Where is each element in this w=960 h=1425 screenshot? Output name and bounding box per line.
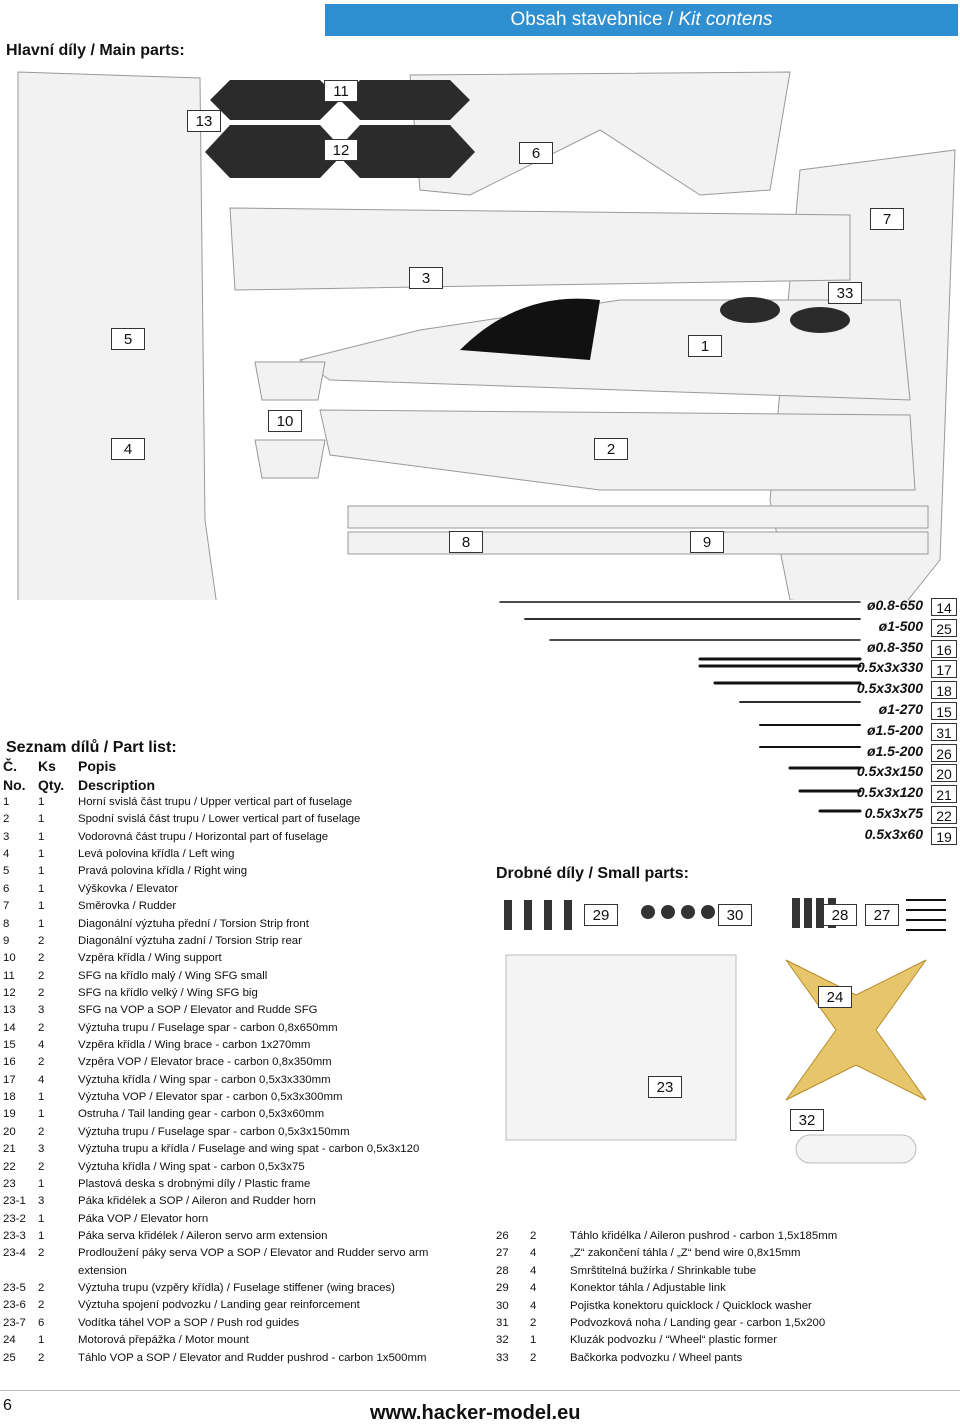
rod-spec: 0.5x3x75: [864, 805, 923, 821]
fuselage-horizontal-outline: [230, 208, 850, 290]
part-row-qty: 3: [38, 1004, 45, 1017]
rod-number: 21: [931, 785, 957, 803]
part-row-qty: 1: [38, 830, 45, 843]
part-row-desc: Výztuha spojení podvozku / Landing gear reinforcement: [78, 1299, 360, 1312]
part-row-no: 10: [3, 952, 16, 965]
rod-spec: 0.5x3x60: [864, 825, 923, 842]
wing-support-outline: [255, 362, 325, 400]
motor-mount: [786, 960, 926, 1100]
elevator-outline: [410, 72, 790, 195]
part-row-qty: 3: [38, 1195, 45, 1208]
page-number: 6: [3, 1397, 12, 1414]
torsion-strip-rear: [348, 532, 928, 554]
rod-spec: ø1-500: [878, 617, 923, 634]
part-row-desc: Vzpěra křídla / Wing brace - carbon 1x270mm: [78, 1039, 311, 1052]
small-part-row-qty: 4: [530, 1247, 537, 1260]
part-row-desc: Pravá polovina křídla / Right wing: [78, 865, 248, 878]
rod-number: 16: [931, 640, 957, 658]
part-label-11: 11: [324, 80, 358, 102]
part-label-12: 12: [324, 139, 358, 161]
part-row-desc: Páka křidélek a SOP / Aileron and Rudder horn: [78, 1195, 316, 1208]
part-row-desc: Směrovka / Rudder: [78, 900, 177, 913]
small-part-row-no: 31: [496, 1317, 509, 1329]
part-row-no: 11: [3, 969, 15, 982]
part-label-2: 2: [594, 438, 628, 460]
part-row-qty: 2: [38, 986, 45, 999]
website-url[interactable]: www.hacker-model.eu: [370, 1402, 581, 1424]
rod-number: 14: [931, 598, 957, 616]
part-row-no: 23-2: [3, 1212, 26, 1225]
part-row-no: 23-5: [3, 1282, 26, 1295]
small-part-row-qty: 2: [530, 1351, 537, 1364]
part-row-desc: SFG na křídlo velký / Wing SFG big: [78, 986, 258, 999]
header-title-en: Kit contens: [678, 9, 773, 30]
wheel-former: [796, 1135, 916, 1163]
small-part-row-desc: Kluzák podvozku / “Wheel“ plastic former: [570, 1334, 778, 1347]
small-part-row-desc: Bačkorka podvozku / Wheel pants: [570, 1351, 743, 1364]
small-part-row-no: 28: [496, 1264, 509, 1277]
part-row-desc: Horní svislá část trupu / Upper vertical part of fuselage: [78, 796, 353, 808]
small-label-28: 28: [823, 904, 857, 926]
part-row-desc: Diagonální výztuha zadní / Torsion Strip rear: [78, 934, 302, 947]
wing-sfg-small-2: [340, 80, 470, 120]
small-part-row-no: 29: [496, 1282, 509, 1295]
part-row-no: 6: [3, 882, 10, 895]
part-row-qty: 1: [38, 882, 45, 895]
part-label-5: 5: [111, 328, 145, 350]
small-parts-title: Drobné díly / Small parts:: [496, 865, 689, 882]
part-label-1: 1: [688, 335, 722, 357]
part-row-qty: 2: [38, 1351, 45, 1364]
plastic-frame: [506, 955, 736, 1140]
rod-number: 18: [931, 681, 957, 699]
part-row-desc: SFG na VOP a SOP / Elevator and Rudde SFG: [78, 1004, 318, 1017]
small-part-row-no: 27: [496, 1247, 509, 1260]
part-row-no: 2: [3, 813, 10, 826]
part-row-no: 15: [3, 1039, 16, 1052]
part-row-qty: 3: [38, 1143, 45, 1156]
part-row-qty: 2: [38, 1160, 45, 1173]
part-row-no: 23-7: [3, 1316, 26, 1329]
part-row-qty: 1: [38, 848, 45, 861]
part-row-no: 19: [3, 1108, 16, 1121]
wing-support-outline-2: [255, 440, 325, 478]
part-row-desc: Vzpěra křídla / Wing support: [78, 952, 222, 965]
part-row-qty: 2: [38, 1125, 45, 1138]
part-row-desc: Diagonální výztuha přední / Torsion Strip front: [78, 917, 309, 930]
small-part-row-qty: 4: [530, 1282, 537, 1295]
part-row-desc: Výztuha trupu (vzpěry křídla) / Fuselage stiffener (wing braces): [78, 1282, 395, 1295]
part-row-qty: 1: [38, 1108, 45, 1121]
part-list-title: Seznam dílů / Part list:: [6, 739, 177, 756]
col-head-desc-cs: Popis: [78, 758, 117, 774]
part-row-desc: Táhlo VOP a SOP / Elevator and Rudder pushrod - carbon 1x500mm: [78, 1351, 427, 1364]
part-row-desc: Výškovka / Elevator: [78, 882, 179, 895]
small-part-row-qty: 4: [530, 1299, 537, 1312]
col-head-no-cs: Č.: [3, 758, 17, 774]
part-row-no: 22: [3, 1160, 16, 1173]
part-row-no: 4: [3, 848, 10, 861]
part-row-no: 9: [3, 934, 10, 947]
part-row-no: 13: [3, 1004, 16, 1017]
part-row-no: 23: [3, 1177, 16, 1190]
part-row-desc: Vodítka táhel VOP a SOP / Push rod guides: [78, 1316, 300, 1329]
part-row-qty: 1: [38, 1212, 45, 1225]
part-row-qty: 2: [38, 934, 45, 947]
small-label-23: 23: [648, 1076, 682, 1098]
small-part-row-no: 33: [496, 1351, 509, 1364]
torsion-strip-front: [348, 506, 928, 528]
part-row-qty: 2: [38, 1021, 45, 1034]
rod-number: 22: [931, 806, 957, 824]
wing-sfg-small: [210, 80, 340, 120]
rod-spec: ø0.8-350: [866, 638, 923, 655]
rod-spec: ø1.5-200: [866, 742, 923, 759]
part-row-desc: SFG na křídlo malý / Wing SFG small: [78, 969, 268, 982]
rod-number: 20: [931, 764, 957, 782]
part-row-desc: Ostruha / Tail landing gear - carbon 0,5x3x60mm: [78, 1108, 325, 1121]
col-head-desc-en: Description: [78, 777, 156, 793]
small-label-29: 29: [584, 904, 618, 926]
part-row-qty: 2: [38, 952, 45, 965]
part-row-qty: 6: [38, 1316, 45, 1329]
part-row-no: 23-4: [3, 1247, 26, 1260]
small-part-row-desc: „Z“ zakončení táhla / „Z“ bend wire 0,8x15mm: [570, 1247, 801, 1260]
small-label-24: 24: [818, 986, 852, 1008]
col-head-qty-en: Qty.: [38, 777, 65, 793]
wheel-pant-2: [790, 307, 850, 333]
small-part-row-no: 30: [496, 1299, 509, 1312]
part-label-33: 33: [828, 282, 862, 304]
rod-number: 15: [931, 702, 957, 720]
part-row-qty: 4: [38, 1073, 45, 1086]
part-row-no: 21: [3, 1143, 16, 1156]
part-row-desc: Motorová přepážka / Motor mount: [78, 1334, 249, 1347]
rod-spec: 0.5x3x150: [856, 763, 923, 780]
part-row-desc: Výztuha trupu / Fuselage spar - carbon 0,8x650mm: [78, 1021, 338, 1034]
rod-spec: ø1-270: [878, 701, 923, 717]
small-label-27: 27: [865, 904, 899, 926]
small-part-row-qty: 2: [530, 1317, 537, 1329]
page-header: [325, 4, 958, 36]
part-row-qty: 1: [38, 1091, 45, 1104]
part-row-qty: 1: [38, 1230, 45, 1242]
small-parts-drawing: [496, 890, 956, 1170]
header-title-cs: Obsah stavebnice /: [510, 9, 679, 30]
rod-spec: ø0.8-650: [866, 597, 923, 613]
part-label-3: 3: [409, 267, 443, 289]
small-part-row-qty: 2: [530, 1230, 537, 1242]
carbon-rods-drawing: [490, 595, 870, 835]
part-row-qty: 1: [38, 1334, 45, 1347]
part-label-9: 9: [690, 531, 724, 553]
part-row-desc: Spodní svislá část trupu / Lower vertical part of fuselage: [78, 813, 361, 826]
part-row-desc: Plastová deska s drobnými díly / Plastic frame: [78, 1177, 311, 1190]
part-row-desc: Prodloužení páky serva VOP a SOP / Elevator and Rudder servo arm: [78, 1247, 429, 1260]
rod-number: 25: [931, 619, 957, 637]
part-label-6: 6: [519, 142, 553, 164]
part-row-qty: 1: [38, 813, 45, 826]
part-row-no: 16: [3, 1056, 16, 1069]
wheel-pant: [720, 297, 780, 323]
part-row-qty: 4: [38, 1039, 45, 1052]
part-label-10: 10: [268, 410, 302, 432]
col-head-qty-cs: Ks: [38, 758, 56, 774]
col-head-no-en: No.: [3, 777, 26, 793]
part-label-4: 4: [111, 438, 145, 460]
small-part-row-desc: Podvozková noha / Landing gear - carbon 1,5x200: [570, 1317, 826, 1329]
part-row-no: 23-6: [3, 1299, 26, 1312]
rod-number: 17: [931, 660, 957, 678]
part-row-desc: Páka serva křidélek / Aileron servo arm extension: [78, 1230, 328, 1242]
part-row-qty: 2: [38, 1299, 45, 1312]
part-label-8: 8: [449, 531, 483, 553]
part-row-qty: 2: [38, 1247, 45, 1260]
part-row-no: 1: [3, 796, 10, 808]
part-row-no: 20: [3, 1125, 16, 1138]
rod-spec: 0.5x3x330: [856, 659, 923, 676]
part-row-no: 24: [3, 1334, 16, 1347]
part-row-qty: 2: [38, 1282, 45, 1295]
rod-spec: 0.5x3x120: [856, 784, 923, 801]
small-part-row-desc: Táhlo křidélka / Aileron pushrod - carbon 1,5x185mm: [570, 1230, 838, 1242]
rod-number: 26: [931, 744, 957, 762]
part-row-desc: Výztuha křídla / Wing spat - carbon 0,5x3x75: [78, 1160, 305, 1173]
small-part-row-qty: 4: [530, 1264, 537, 1277]
part-row-desc: extension: [78, 1264, 127, 1277]
part-row-no: 12: [3, 986, 16, 999]
part-row-desc: Vzpěra VOP / Elevator brace - carbon 0,8x350mm: [78, 1056, 332, 1069]
part-label-13: 13: [187, 110, 221, 132]
rod-spec: 0.5x3x300: [856, 680, 923, 697]
part-row-no: 14: [3, 1021, 16, 1034]
part-row-desc: Výztuha trupu / Fuselage spar - carbon 0,5x3x150mm: [78, 1125, 350, 1138]
small-part-row-desc: Smrštitelná bužírka / Shrinkable tube: [570, 1264, 757, 1277]
part-row-qty: 2: [38, 969, 45, 982]
part-row-no: 3: [3, 830, 10, 843]
small-part-row-desc: Konektor táhla / Adjustable link: [570, 1282, 726, 1295]
small-label-30: 30: [718, 904, 752, 926]
part-row-no: 23-1: [3, 1195, 26, 1208]
part-row-qty: 1: [38, 900, 45, 913]
part-row-qty: 1: [38, 917, 45, 930]
footer-divider: [0, 1390, 960, 1391]
part-row-qty: 1: [38, 865, 45, 878]
part-row-desc: Výztuha trupu a křídla / Fuselage and wing spat - carbon 0,5x3x120: [78, 1143, 420, 1156]
small-part-row-qty: 1: [530, 1334, 537, 1347]
part-row-desc: Vodorovná část trupu / Horizontal part of fuselage: [78, 830, 329, 843]
part-row-desc: Páka VOP / Elevator horn: [78, 1212, 209, 1225]
part-row-no: 23-3: [3, 1230, 26, 1242]
part-row-desc: Výztuha VOP / Elevator spar - carbon 0,5x3x300mm: [78, 1091, 343, 1104]
part-label-7: 7: [870, 208, 904, 230]
small-label-32: 32: [790, 1109, 824, 1131]
small-part-row-no: 32: [496, 1334, 509, 1347]
part-row-no: 5: [3, 865, 10, 878]
part-row-no: 17: [3, 1073, 16, 1086]
part-row-qty: 2: [38, 1056, 45, 1069]
rod-spec: ø1.5-200: [866, 721, 923, 738]
part-row-desc: Výztuha křídla / Wing spar - carbon 0,5x3x330mm: [78, 1073, 331, 1086]
part-row-no: 18: [3, 1091, 16, 1104]
part-row-no: 8: [3, 917, 10, 930]
part-row-qty: 1: [38, 796, 45, 808]
small-part-row-no: 26: [496, 1230, 509, 1242]
part-row-no: 7: [3, 900, 10, 913]
part-row-desc: Levá polovina křídla / Left wing: [78, 848, 235, 861]
rod-number: 31: [931, 723, 957, 741]
part-row-no: 25: [3, 1351, 16, 1364]
main-parts-title: Hlavní díly / Main parts:: [6, 42, 185, 59]
rod-number: 19: [931, 827, 957, 845]
small-part-row-desc: Pojistka konektoru quicklock / Quicklock washer: [570, 1299, 812, 1312]
part-row-qty: 1: [38, 1177, 45, 1190]
